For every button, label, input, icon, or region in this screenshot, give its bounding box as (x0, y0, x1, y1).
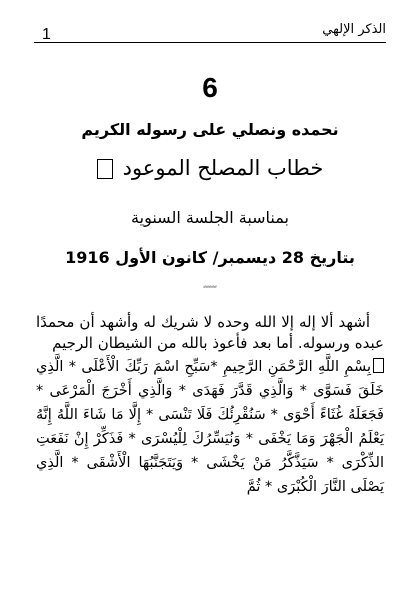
running-title: الذكر الإلهي (322, 22, 386, 37)
page-header (34, 20, 386, 43)
sermon-number: 6 (202, 72, 218, 103)
opening-paragraph: أشهد ألا إله إلا الله وحده لا شريك له وأشهد أن محمدًا عبده ورسوله. أما بعد فأعوذ بالله من الشيطان الرجيم (36, 313, 384, 352)
placeholder-box-icon (97, 159, 113, 179)
sermon-title-text: خطاب المصلح الموعود (122, 156, 324, 180)
quran-verses (36, 355, 384, 499)
page-number: 1 (42, 26, 51, 43)
date-line: بتاريخ 28 ديسمبر/ كانون الأول 1916 (65, 248, 355, 267)
sermon-subtitle: نحمده ونصلي على رسوله الكريم (81, 120, 339, 139)
ornament-divider: ﹰﹰﹰﹰﹰ (203, 286, 217, 296)
sermon-title (0, 156, 420, 180)
quran-text: بِسْمِ اللَّهِ الرَّحْمَنِ الرَّحِيمِ *سَبِّحِ اسْمَ رَبِّكَ الْأَعْلَى * الَّذِي خَلَقَ فَسَوَّى * وَالَّذِي قَدَّرَ فَهَدَى * وَالَّذِي أَخْرَجَ الْمَرْعَى * فَجَعَلَهُ غُثَاءً أَحْوَى * سَنُقْرِئُكَ فَلَا تَنْسَى * إِلَّا مَا شَاءَ اللَّهُ إِنَّهُ يَعْلَمُ الْجَهْرَ وَمَا يَخْفَى * وَنُيَسِّرُكَ لِلْيُسْرَى * فَذَكِّرْ إِنْ نَفَعَتِ الذِّكْرَى * سَيَذَّكَّرُ مَنْ يَخْشَى * وَيَتَجَنَّبُهَا الْأَشْقَى * الَّذِي يَصْلَى النَّارَ الْكُبْرَى * ثُمَّ (36, 359, 384, 495)
placeholder-box-icon (373, 358, 384, 373)
occasion-line: بمناسبة الجلسة السنوية (131, 208, 289, 227)
sermon-body (36, 312, 384, 499)
